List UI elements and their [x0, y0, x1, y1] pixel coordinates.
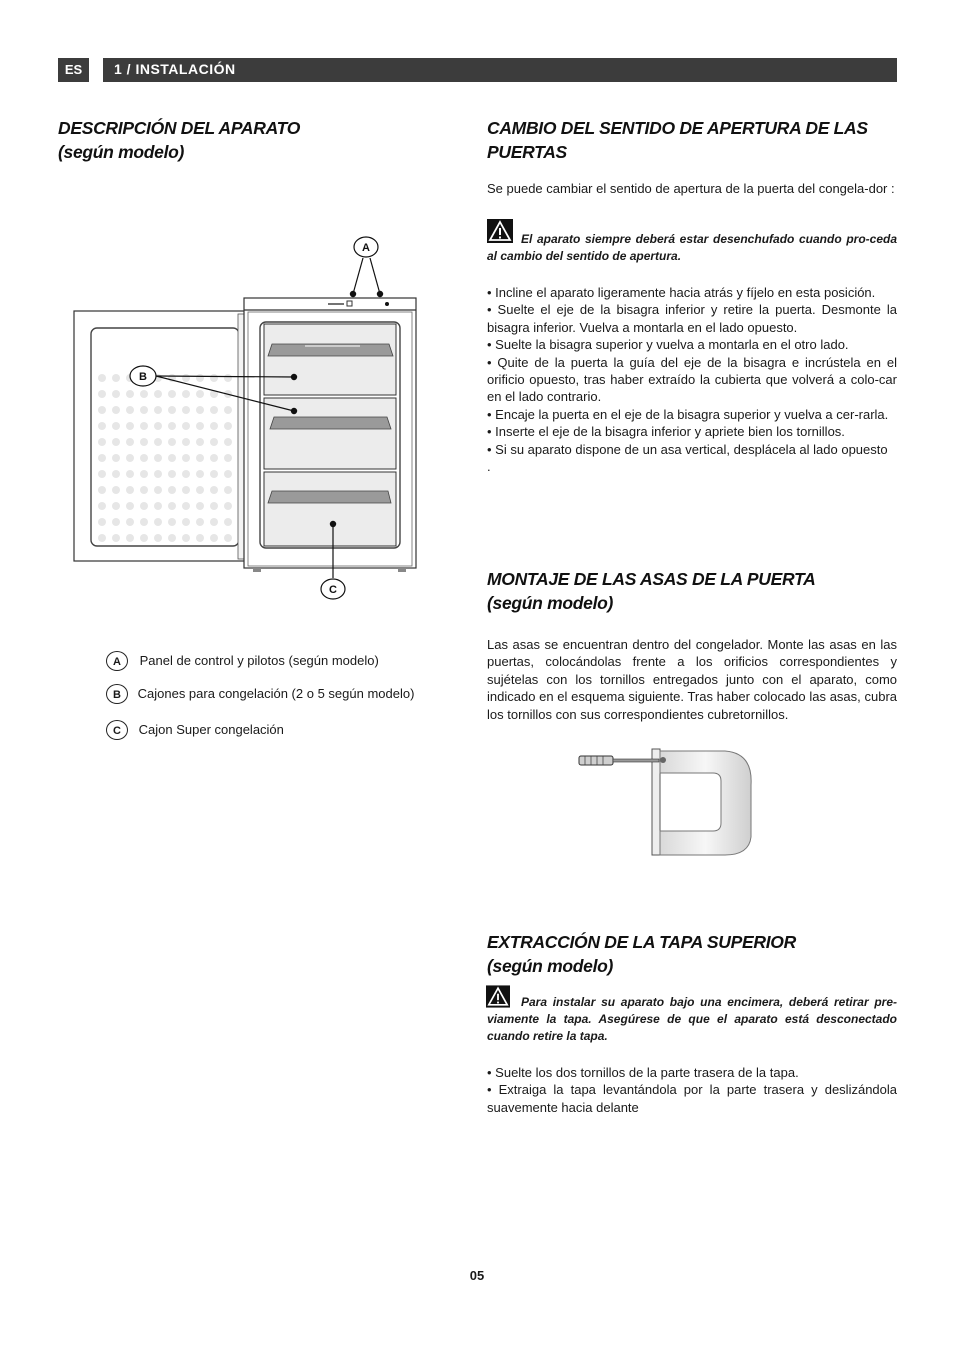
callout-label-b: B	[139, 371, 147, 383]
door-steps	[487, 284, 897, 475]
section-header	[103, 58, 897, 82]
top-subtitle: (según modelo)	[487, 956, 614, 976]
top-steps	[487, 1064, 897, 1116]
door-title: CAMBIO DEL SENTIDO DE APERTURA DE LAS	[487, 118, 868, 138]
top-step: • Suelte los dos tornillos de la parte trasera de la tapa.	[487, 1065, 799, 1080]
door-intro: Se puede cambiar el sentido de apertura de la puerta del congela-dor :	[487, 181, 895, 196]
legend-badge-a: A	[106, 651, 128, 671]
drawer-3	[264, 472, 396, 546]
door-subtitle: PUERTAS	[487, 142, 567, 162]
top-heading	[487, 930, 899, 978]
door-warning: El aparato siempre deberá estar desenchufado cuando pro-ceda al cambio del sentido de apertura.	[487, 232, 897, 263]
drawer-1	[264, 324, 396, 395]
description-heading	[58, 116, 458, 164]
section-title: 1 / INSTALACIÓN	[114, 61, 236, 77]
door-step: • Suelte el eje de la bisagra inferior y retire la puerta. Desmonte la bisagra inferior. Vuelva a montarla en el lado opuesto.	[487, 302, 897, 335]
door-step: • Si su aparato dispone de un asa vertical, desplácela al lado opuesto	[487, 441, 888, 457]
top-warning: Para instalar su aparato bajo una encimera, deberá retirar pre-viamente la tapa. Asegúrese de que el aparato está desconectado cuando retire la tapa.	[487, 995, 897, 1043]
handles-text: Las asas se encuentran dentro del congelador. Monte las asas en las puertas, colocándolas frente a los orificios correspondientes y sujételas con los tornillos entregados junto con el aparato, como indicado en el esquema siguiente. Tras haber colocado las asas, cubra los tornillos con sus correspondientes cubretornillos.	[487, 637, 897, 722]
legend-item-c	[106, 720, 466, 740]
legend-text-a: Panel de control y pilotos (según modelo)	[139, 653, 379, 668]
handles-title: MONTAJE DE LAS ASAS DE LA PUERTA	[487, 569, 816, 589]
callout-badge-a	[354, 237, 378, 257]
door-step: • Inserte el eje de la bisagra inferior y apriete bien los tornillos.	[487, 424, 845, 440]
door-step: • Encaje la puerta en el eje de la bisagra superior y vuelva a cer-rarla.	[487, 406, 889, 422]
door-heading	[487, 116, 899, 164]
handles-subtitle: (según modelo)	[487, 593, 614, 613]
callout-label-c: C	[329, 584, 337, 596]
legend-text-b: Cajones para congelación (2 o 5 según modelo)	[137, 686, 415, 701]
legend-badge-c: C	[106, 720, 128, 740]
callout-label-a: A	[362, 242, 370, 254]
door-step: • Suelte la bisagra superior y vuelva a montarla en el otro lado.	[487, 337, 849, 353]
legend-badge-b: B	[106, 684, 128, 704]
description-title: DESCRIPCIÓN DEL APARATO	[58, 118, 301, 138]
handle-illustration	[575, 745, 760, 860]
page-number: 05	[469, 1268, 485, 1283]
door-step: • Quite de la puerta la guía del eje de la bisagra e incrústela en el orificio opuesto, tras haber extraído la cubierta que volverá a colo-car en el lado contrario.	[487, 354, 897, 405]
callout-badge-b	[130, 366, 156, 386]
callout-badge-c	[321, 579, 345, 599]
legend-item-a	[106, 651, 466, 671]
language-tag: ES	[58, 58, 89, 82]
handles-heading	[487, 567, 899, 615]
door-step: .	[487, 459, 491, 475]
door-step: • Incline el aparato ligeramente hacia atrás y fíjelo en esta posición.	[487, 285, 876, 300]
legend-item-b	[106, 684, 466, 704]
freezer-diagram	[60, 228, 440, 608]
top-step: • Extraiga la tapa levantándola por la parte trasera y deslizándola suavemente hacia delante	[487, 1082, 897, 1115]
legend-text-c: Cajon Super congelación	[138, 722, 284, 737]
top-title: EXTRACCIÓN DE LA TAPA SUPERIOR	[487, 932, 796, 952]
description-subtitle: (según modelo)	[58, 142, 185, 162]
